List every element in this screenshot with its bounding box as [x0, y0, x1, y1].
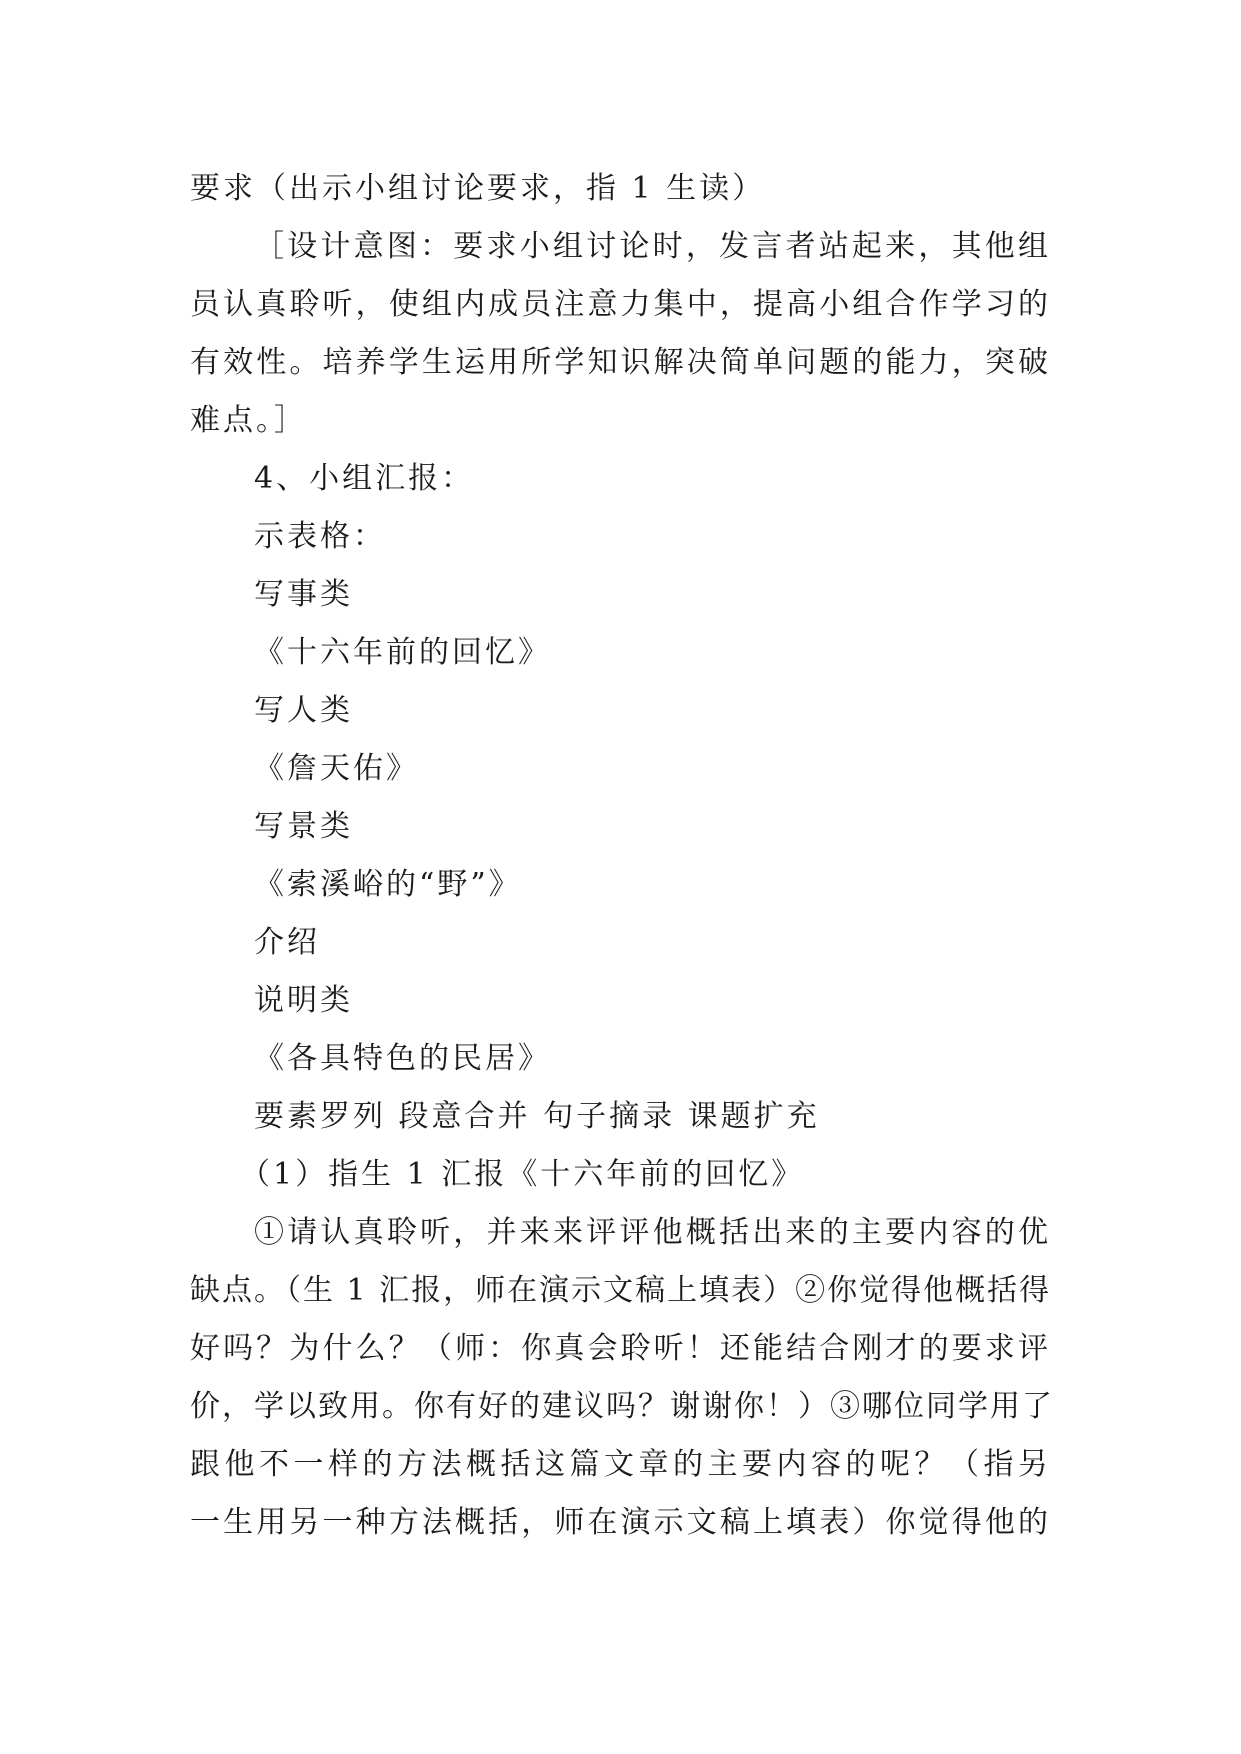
document-body: [190, 160, 1054, 1552]
table-cell-category: 写事类: [254, 577, 353, 612]
table-cell-category: 介绍: [254, 925, 320, 960]
paragraph-line: 好吗？为什么？（师：你真会聆听！还能结合刚才的要求评: [190, 1331, 1050, 1366]
table-cell-category: 写人类: [254, 693, 353, 728]
table-cell-title: 《各具特色的民居》: [254, 1041, 551, 1076]
paragraph-line: 员认真聆听，使组内成员注意力集中，提高小组合作学习的: [190, 287, 1050, 322]
paragraph-line: 价，学以致用。你有好的建议吗？谢谢你！）③哪位同学用了: [190, 1389, 1054, 1424]
table-cell-title: 《索溪峪的“野”》: [254, 867, 522, 902]
table-cell-title: 《詹天佑》: [254, 751, 419, 786]
paragraph-line: 一生用另一种方法概括，师在演示文稿上填表）你觉得他的: [190, 1505, 1050, 1540]
table-cell-category: 说明类: [254, 983, 353, 1018]
section-heading: 4、小组汇报：: [254, 461, 475, 496]
paragraph-line: 跟他不一样的方法概括这篇文章的主要内容的呢？（指另: [190, 1447, 1050, 1482]
paragraph-line: ①请认真聆听，并来来评评他概括出来的主要内容的优: [254, 1215, 1050, 1250]
paragraph-line: ［设计意图：要求小组讨论时，发言者站起来，其他组: [254, 229, 1050, 264]
paragraph-line: 示表格：: [254, 519, 386, 554]
table-header-methods: 要素罗列 段意合并 句子摘录 课题扩充: [254, 1099, 820, 1134]
table-cell-category: 写景类: [254, 809, 353, 844]
paragraph-line: 要求（出示小组讨论要求，指 1 生读）: [190, 171, 766, 206]
paragraph-line: 有效性。培养学生运用所学知识解决简单问题的能力，突破: [190, 345, 1050, 380]
subsection-heading: （1）指生 1 汇报《十六年前的回忆》: [240, 1157, 805, 1192]
paragraph-line: 难点。］: [190, 403, 307, 438]
paragraph-line: 缺点。（生 1 汇报，师在演示文稿上填表）②你觉得他概括得: [190, 1273, 1052, 1308]
table-cell-title: 《十六年前的回忆》: [254, 635, 551, 670]
